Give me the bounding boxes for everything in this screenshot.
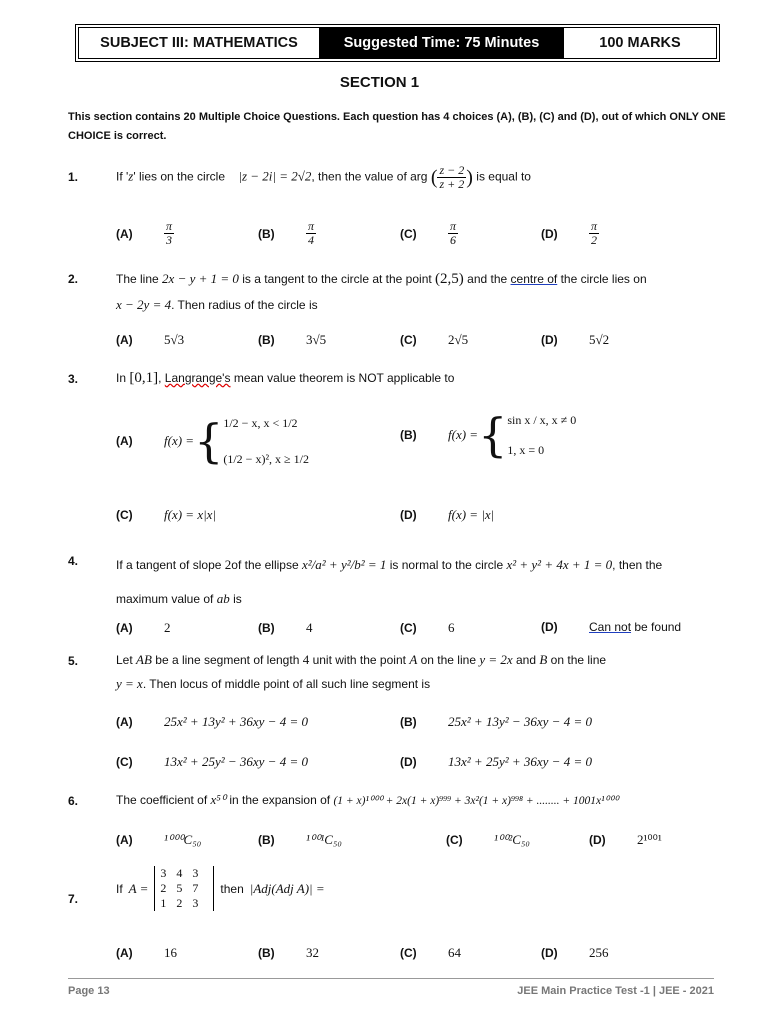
q2-d-val: 5√2 [589,332,610,347]
q5-line2: y = x [116,676,143,691]
q5-option-d[interactable] [400,754,592,770]
q5-t4: on the line [420,653,476,667]
q1-d-den: 2 [591,233,597,247]
q2-t4: centre of [510,272,558,286]
q5-t3: unit with the point [312,653,406,667]
q2-eq1: 2x − y + 1 = 0 [162,271,239,286]
q7-d-val: 256 [589,945,609,960]
q2-c-val: 2√5 [448,332,469,347]
q6-option-a[interactable] [116,832,201,848]
q3-label-c: (C) [116,508,133,522]
q7-text [116,866,716,911]
q7-m01: 4 [176,866,193,880]
q7-row2 [160,881,208,896]
q5-c-val: 13x² + 25y² − 36xy − 4 = 0 [164,754,308,769]
q3-label-b: (B) [400,428,417,442]
q3-b-case2: 1, x = 0 [507,443,545,457]
q7-m02: 3 [192,866,209,880]
q7-expr: |Adj(Adj A)| = [249,880,325,896]
q1-t1: If ' [116,169,129,184]
q1-t3: , then the value of arg [311,169,428,184]
q2-label-c: (C) [400,333,417,347]
q4-label-b: (B) [258,621,275,635]
q2-label-b: (B) [258,333,275,347]
q5-t2: be a line segment of length [155,653,300,667]
q1-arg-num: z − 2 [439,163,465,177]
footer-page: Page 13 [68,985,110,997]
q4-d-val1: Can not [589,620,632,634]
q3-option-b[interactable]: (B) f(x) = { sin x / x, x ≠ 0 1, x = 0 [400,405,576,465]
q6-d-val: 2¹⁰⁰¹ [637,832,662,847]
q4-option-a[interactable] [116,620,171,636]
q6-option-b[interactable] [258,832,342,848]
q5-option-b[interactable] [400,714,592,730]
q4-d-val2: be found [634,620,682,634]
q1-label-d: (D) [541,226,558,241]
q5-pa: A [409,652,418,667]
q7-matrix [154,866,214,911]
q5-option-a[interactable] [116,714,308,730]
q2-number: 2. [68,272,79,286]
q5-label-a: (A) [116,715,133,729]
q6-t1: The coefficient of [116,793,208,807]
q3-label-a: (A) [116,434,133,448]
q7-m12: 7 [192,881,209,895]
q6-option-c[interactable] [446,832,530,848]
q6-expr: (1 + x)¹⁰⁰⁰ + 2x(1 + x)⁹⁹⁹ + 3x²(1 + x)⁹⁹⁸ + ........ + 1001x¹⁰⁰⁰ [333,795,619,807]
q4-slope: 2 [224,557,232,572]
q4-text [116,548,716,616]
q1-label-c: (C) [400,226,417,241]
q5-text [116,648,716,696]
q7-a-val: 16 [164,945,177,960]
q6-text [116,788,759,813]
q6-b-val: ¹⁰⁰¹C₅₀ [306,832,342,847]
q1-arg-frac [437,164,466,191]
q4-t4: , then the [612,558,663,572]
q3-option-d[interactable] [400,507,494,523]
section-title: SECTION 1 [339,74,420,91]
q6-label-d: (D) [589,833,606,847]
q1-b-num: π [308,219,315,233]
q2-label-a: (A) [116,333,133,347]
q3-label-d: (D) [400,508,417,522]
q3-number: 3. [68,372,79,386]
q1-t4: is equal to [476,169,531,184]
q2-text [116,266,716,318]
q5-line1: y = 2x [479,652,513,667]
q5-t7: . Then locus of middle point of all such line segment is [142,677,431,691]
q7-m22: 3 [192,896,209,910]
q7-option-c[interactable] [400,945,461,961]
q7-label-a: (A) [116,946,133,960]
q3-t3: Langrange's [164,371,231,385]
q3-option-c[interactable] [116,507,216,523]
q6-label-b: (B) [258,833,275,847]
q1-d-num: π [591,219,598,233]
q3-t4: mean value theorem is NOT applicable to [233,371,455,385]
q5-label-d: (D) [400,755,417,769]
q7-row3 [160,896,208,911]
q7-c-val: 64 [448,945,461,960]
q6-label-c: (C) [446,833,463,847]
q4-number: 4. [68,554,79,568]
q4-option-c[interactable] [400,620,455,636]
q4-t3: is normal to the circle [389,558,504,572]
q5-pb: B [539,652,548,667]
subject-cell: SUBJECT III: MATHEMATICS [78,27,320,59]
q7-number: 7. [68,892,79,906]
q5-label-c: (C) [116,755,133,769]
q4-t6: is [233,592,242,606]
q5-len: 4 [302,652,310,667]
q7-t2: then [220,881,244,896]
q4-ellipse: x²/a² + y²/b² = 1 [302,557,387,572]
q5-a-val: 25x² + 13y² + 36xy − 4 = 0 [164,714,308,729]
q4-label-d: (D) [541,620,558,634]
q1-option-c[interactable] [400,220,458,247]
q3-c-val: f(x) = x|x| [164,507,216,522]
q2-t2: is a tangent to the circle at the point [242,272,432,286]
q3-text [116,366,716,390]
q1-t2: ' lies on the circle [133,169,226,184]
q2-t6: . Then radius of the circle is [171,298,318,312]
q5-t6: on the line [550,653,607,667]
q7-m20: 1 [160,896,177,910]
header-box [75,24,720,62]
q5-t1: Let [116,653,133,667]
q2-t5: the circle lies on [560,272,647,286]
q1-a-num: π [166,219,173,233]
q4-ab: ab [216,591,230,606]
q7-m21: 2 [176,896,193,910]
q3-d-val: f(x) = |x| [448,507,495,522]
q7-A: A = [128,880,149,896]
q6-x50: x⁵⁰ [210,792,227,807]
q7-label-c: (C) [400,946,417,960]
q5-option-c[interactable] [116,754,308,770]
q2-eq2: x − 2y = 4 [116,297,172,312]
q4-b-val: 4 [306,620,313,635]
q1-option-b[interactable] [258,220,316,247]
q1-text: If 'z' lies on the circle |z − 2i| = 2√2, then the value of arg ( $\frac{z - 2}{z + 2}$ ) is equal to [116,163,531,191]
q7-label-d: (D) [541,946,558,960]
q4-t2: of the ellipse [231,558,299,572]
q3-a-piecewise [223,405,309,477]
time-cell: Suggested Time: 75 Minutes [320,27,563,59]
q4-label-c: (C) [400,621,417,635]
q3-interval: [0,1] [129,370,159,386]
q7-row1 [160,866,208,881]
q1-label-a: (A) [116,226,133,241]
q7-option-d[interactable] [541,945,609,961]
q1-number: 1. [68,170,79,184]
q4-label-a: (A) [116,621,133,635]
q4-circle: x² + y² + 4x + 1 = 0 [506,557,613,572]
q3-b-case1: sin x / x, x ≠ 0 [507,413,577,427]
q3-a-fx: f(x) = [164,433,195,448]
q7-m00: 3 [160,866,177,880]
q2-option-d[interactable] [541,332,609,348]
q1-label-b: (B) [258,226,275,241]
intro-text: This section contains 20 Multiple Choice Questions. Each question has 4 choices (A), (B), (C) and (D), out of which ONLY ONE CHOICE is correct. [68,111,726,142]
q7-label-b: (B) [258,946,275,960]
q5-d-val: 13x² + 25y² + 36xy − 4 = 0 [448,754,592,769]
q3-b-fx: f(x) = [448,427,479,442]
q7-m11: 5 [176,881,193,895]
q1-b-den: 4 [308,233,314,247]
q6-c-val: ¹⁰⁰²C₅₀ [494,832,530,847]
q6-option-d[interactable] [589,832,662,848]
q7-m10: 2 [160,881,177,895]
q2-b-val: 3√5 [306,332,327,347]
q6-label-a: (A) [116,833,133,847]
q5-ab: AB [136,652,152,667]
q3-t2: , [158,371,162,385]
q4-t5: maximum value of [116,592,214,606]
q2-option-c[interactable] [400,332,468,348]
q4-option-d[interactable] [541,620,681,634]
q3-b-piecewise [507,405,576,465]
q1-eq: |z − 2i| = 2√2 [238,168,312,184]
q7-t1: If [116,881,123,896]
q6-number: 6. [68,794,79,808]
q4-t1: If a tangent of slope [116,558,222,572]
q7-option-b[interactable] [258,945,319,961]
q1-var: z [128,168,134,184]
q4-c-val: 6 [448,620,455,635]
q5-b-val: 25x² + 13y² − 36xy − 4 = 0 [448,714,592,729]
q7-b-val: 32 [306,945,319,960]
q4-option-b[interactable] [258,620,313,636]
q4-a-val: 2 [164,620,171,635]
q6-a-val: ¹⁰⁰⁰C₅₀ [164,832,202,847]
q1-c-den: 6 [450,233,456,247]
q2-option-a[interactable] [116,332,184,348]
q3-option-a[interactable]: (A) f(x) = { 1/2 − x, x < 1/2 (1/2 − x)², x ≥ 1/2 [116,405,309,477]
q3-a-case1: 1/2 − x, x < 1/2 [223,416,298,430]
q2-option-b[interactable] [258,332,326,348]
q6-t2: in the expansion of [229,793,331,807]
marks-cell: 100 MARKS [563,27,717,59]
q2-label-d: (D) [541,333,558,347]
q1-option-a[interactable] [116,220,174,247]
q1-c-num: π [450,219,457,233]
q2-t3: and the [467,272,508,286]
q3-a-case2: (1/2 − x)², x ≥ 1/2 [223,452,309,466]
q3-t1: In [116,371,127,385]
footer-title: JEE Main Practice Test -1 | JEE - 2021 [517,985,714,997]
q2-t1: The line [116,272,159,286]
q1-option-d[interactable] [541,220,599,247]
q2-point: (2,5) [435,271,464,287]
q2-a-val: 5√3 [164,332,185,347]
q5-t5: and [516,653,537,667]
q1-a-den: 3 [166,233,172,247]
q5-label-b: (B) [400,715,417,729]
q7-option-a[interactable] [116,945,177,961]
q1-arg-den: z + 2 [439,177,465,191]
footer-divider [68,978,714,979]
q5-number: 5. [68,654,79,668]
